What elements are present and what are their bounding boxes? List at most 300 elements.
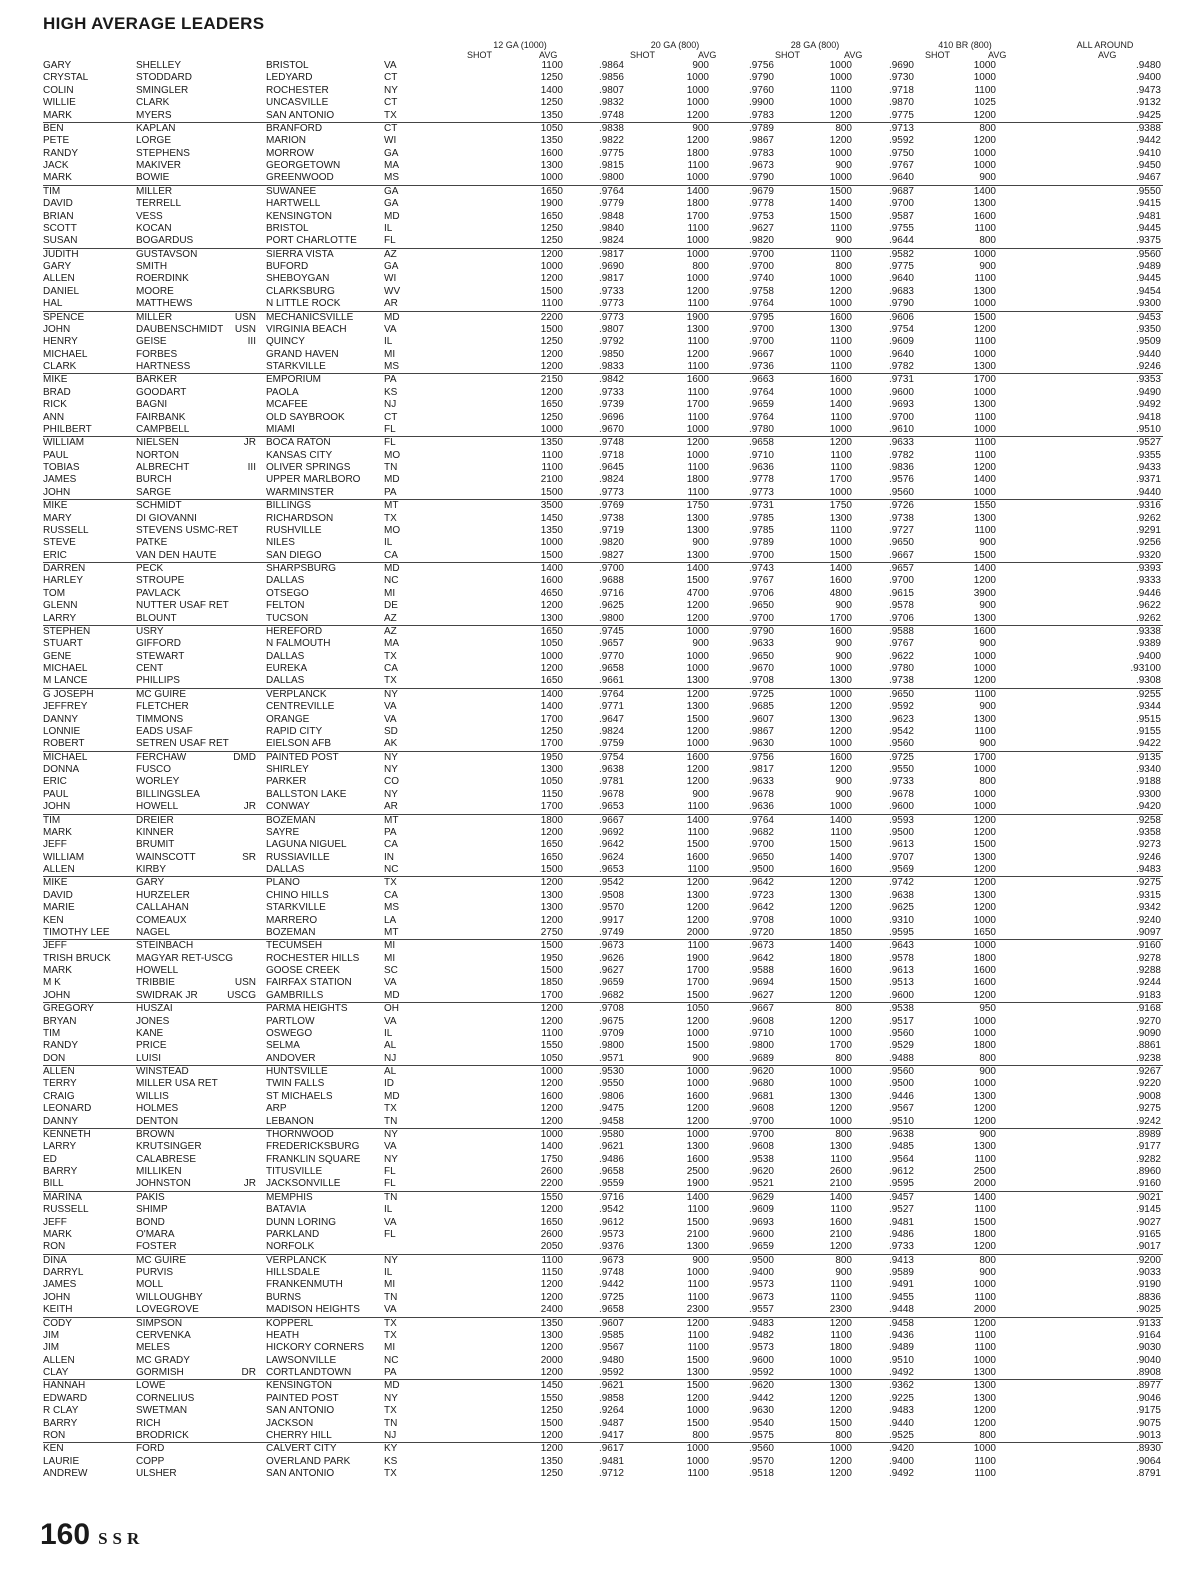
cell-12ga-shot: 1650	[540, 1216, 563, 1228]
cell-28ga-shot: 1300	[776, 675, 854, 688]
cell-410br-shot: 1500	[973, 839, 996, 851]
cell-city: BURNS	[266, 1291, 302, 1303]
last-name: SETREN USAF RET	[136, 738, 229, 750]
cell-28ga-avg: .9693	[888, 399, 914, 411]
cell-12ga-avg: .9848	[598, 210, 624, 222]
last-name: WILLIS	[136, 1090, 169, 1102]
cell-last-name	[136, 122, 266, 135]
cell-last-name	[136, 110, 266, 123]
cell-state: TX	[384, 877, 397, 889]
cell-20ga-avg: .9633	[748, 776, 774, 788]
cell-20ga-avg: .9678	[748, 788, 774, 800]
cell-28ga-shot: 1700	[829, 1040, 852, 1052]
cell-28ga-avg: .9638	[888, 889, 914, 901]
cell-last-name	[136, 801, 266, 814]
cell-28ga-shot: 1100	[830, 524, 852, 536]
table-row	[43, 726, 1163, 738]
table-row	[43, 437, 1163, 450]
cell-410br-avg: .9175	[1135, 1405, 1161, 1417]
cell-last-name	[136, 1204, 266, 1216]
last-name: SIMPSON	[136, 1317, 183, 1329]
cell-20ga-avg: .9658	[748, 437, 774, 449]
cell-spacer	[439, 1279, 479, 1291]
table-row	[43, 412, 1163, 424]
cell-12ga-avg: .9696	[598, 411, 624, 423]
cell-city: SHARPSBURG	[266, 563, 337, 574]
cell-city: CLARKSBURG	[266, 285, 335, 297]
cell-spacer	[439, 172, 479, 185]
table-row	[43, 298, 1163, 311]
cell-spacer	[439, 1229, 479, 1241]
magazine-name: SSR	[98, 1529, 145, 1548]
cell-12ga-shot: 1300	[540, 902, 563, 914]
cell-city: OTSEGO	[266, 587, 309, 599]
cell-state: WI	[384, 273, 397, 285]
last-name: FORD	[136, 1443, 165, 1455]
cell-spacer	[439, 1116, 479, 1129]
cell-12ga-shot: 1500	[540, 285, 563, 297]
last-name: CERVENKA	[136, 1329, 191, 1341]
cell-last-name	[136, 776, 266, 788]
cell-410br-avg: .9418	[1135, 411, 1161, 423]
cell-state: CO	[384, 776, 399, 788]
cell-410br-avg: .9242	[998, 1116, 1163, 1129]
table-row	[43, 336, 1163, 348]
cell-12ga-shot: 1200	[540, 600, 563, 612]
cell-city: ROCHESTER	[266, 84, 329, 96]
cell-city: FRANKLIN SQUARE	[266, 1153, 361, 1165]
cell-state: DE	[384, 600, 398, 612]
last-name: BARKER	[136, 374, 178, 386]
cell-28ga-avg: .9582	[888, 248, 914, 260]
cell-28ga-shot: 1400	[829, 563, 852, 574]
cell-12ga-avg: .9653	[565, 801, 626, 814]
header-410br-shot: SHOT	[925, 50, 951, 60]
cell-12ga-avg: .9770	[598, 650, 624, 662]
cell-first-name: LARRY	[43, 613, 136, 626]
cell-state: CA	[384, 839, 398, 851]
cell-spacer	[439, 1154, 479, 1166]
cell-state: MS	[384, 902, 399, 914]
cell-first-name: KEN	[43, 1443, 64, 1455]
cell-city: N LITTLE ROCK	[266, 298, 384, 311]
cell-28ga-shot: 2100	[776, 1178, 854, 1191]
cell-410br-avg: .9160	[998, 1178, 1163, 1191]
cell-28ga-avg: .9687	[888, 185, 914, 197]
cell-410br-avg: .9453	[1135, 311, 1161, 323]
cell-state: TX	[384, 1317, 397, 1329]
cell-20ga-shot: 1750	[686, 500, 709, 512]
cell-28ga-avg: .9713	[888, 122, 914, 134]
cell-410br-avg: .9075	[1135, 1417, 1161, 1429]
cell-12ga-shot: 1400	[540, 563, 563, 574]
cell-last-name	[136, 235, 266, 248]
header-all-around-avg: AVG	[1098, 50, 1117, 60]
cell-410br-avg: .9375	[998, 235, 1163, 248]
table-row	[43, 172, 1163, 185]
last-name: DI GIOVANNI	[136, 512, 197, 524]
cell-city: ANDOVER	[266, 1053, 384, 1066]
last-name: COMEAUX	[136, 914, 187, 926]
cell-410br-shot: 1000	[973, 248, 996, 260]
last-name: MILLER	[136, 185, 173, 197]
cell-12ga-avg: .9754	[598, 751, 624, 763]
cell-12ga-shot: 1200	[540, 663, 563, 674]
cell-20ga-avg: .9743	[748, 563, 774, 574]
cell-20ga-avg: .9706	[748, 587, 774, 599]
cell-28ga-avg: .9569	[854, 864, 916, 877]
cell-410br-avg: .9446	[1135, 587, 1161, 599]
cell-12ga-shot: 1000	[540, 1128, 563, 1140]
cell-12ga-avg: .9817	[598, 273, 624, 285]
last-name: NAGEL	[136, 926, 170, 938]
cell-12ga-avg: .9856	[598, 72, 624, 84]
cell-410br-shot: 1000	[973, 1027, 996, 1039]
table-row	[43, 789, 1163, 801]
cell-20ga-shot: 1600	[686, 374, 709, 386]
last-name: STEWART	[136, 650, 185, 662]
cell-20ga-avg: .9557	[711, 1304, 776, 1317]
table-row	[43, 1053, 1163, 1066]
cell-last-name	[136, 1217, 266, 1229]
cell-20ga-shot: 1100	[687, 386, 709, 398]
cell-28ga-avg: .9650	[888, 537, 914, 549]
cell-first-name: EDWARD	[43, 1392, 88, 1404]
cell-12ga-shot: 2600	[540, 1228, 563, 1240]
name-suffix: USN	[234, 977, 256, 989]
cell-410br-shot: 1200	[916, 1241, 998, 1254]
cell-spacer	[439, 1078, 479, 1090]
cell-first-name: DANNY	[43, 1116, 136, 1129]
cell-12ga-shot: 1200	[479, 1116, 565, 1129]
cell-spacer	[439, 852, 479, 864]
cell-20ga-avg: .9790	[748, 72, 774, 84]
last-name: SARGE	[136, 486, 172, 498]
cell-410br-avg: .9400	[1135, 650, 1161, 662]
cell-first-name: ROBERT	[43, 738, 136, 751]
cell-28ga-avg: .9483	[888, 1405, 914, 1417]
cell-20ga-avg: .9720	[711, 927, 776, 940]
cell-12ga-shot: 1350	[540, 1455, 563, 1467]
cell-first-name: KENNETH	[43, 1128, 91, 1140]
cell-20ga-shot: 900	[692, 60, 709, 71]
cell-410br-avg: .9481	[1135, 210, 1161, 222]
cell-city: BRISTOL	[266, 222, 309, 234]
cell-20ga-avg: .9573	[748, 1279, 774, 1291]
cell-12ga-shot: 1250	[540, 411, 563, 423]
cell-12ga-avg: .9487	[598, 1417, 624, 1429]
cell-28ga-avg: .9550	[888, 764, 914, 775]
cell-28ga-avg: .9420	[888, 1443, 914, 1455]
cell-last-name	[136, 600, 266, 612]
last-name: MC GRADY	[136, 1354, 190, 1366]
cell-20ga-shot: 1200	[686, 1103, 709, 1115]
last-name: KIRBY	[136, 864, 167, 875]
cell-spacer	[439, 474, 479, 486]
cell-12ga-shot: 1400	[540, 701, 563, 713]
cell-20ga-shot: 900	[692, 122, 709, 134]
cell-state: VA	[384, 60, 397, 71]
table-row	[43, 776, 1163, 788]
cell-20ga-shot: 1900	[686, 311, 709, 323]
last-name: MILLIKEN	[136, 1166, 182, 1177]
cell-12ga-shot: 3500	[540, 500, 563, 512]
cell-first-name: LEONARD	[43, 1103, 92, 1115]
cell-410br-avg: .9021	[1135, 1191, 1161, 1203]
cell-spacer	[439, 122, 479, 135]
cell-last-name	[136, 890, 266, 902]
name-suffix: USN	[234, 323, 256, 335]
cell-410br-shot: 1600	[973, 625, 996, 637]
cell-28ga-avg: .9738	[854, 675, 916, 688]
cell-12ga-shot: 2200	[540, 311, 563, 323]
cell-city: BATAVIA	[266, 1204, 307, 1216]
cell-state: MD	[384, 474, 400, 486]
cell-spacer	[439, 1191, 479, 1204]
cell-28ga-avg: .9836	[888, 462, 914, 473]
last-name: ROERDINK	[136, 273, 189, 285]
last-name: KRUTSINGER	[136, 1141, 202, 1153]
cell-12ga-shot: 1250	[540, 725, 563, 737]
cell-city: OLD SAYBROOK	[266, 411, 345, 423]
cell-20ga-shot: 1000	[686, 1128, 709, 1140]
cell-20ga-avg: .9867	[748, 725, 774, 737]
cell-28ga-avg: .9485	[888, 1141, 914, 1153]
cell-12ga-avg: .9824	[565, 235, 626, 248]
cell-20ga-avg: .9670	[748, 663, 774, 674]
table-row	[43, 1456, 1163, 1468]
cell-spacer	[439, 97, 479, 109]
cell-spacer	[439, 1028, 479, 1040]
cell-12ga-avg: .9748	[565, 110, 626, 123]
cell-city: GRAND HAVEN	[266, 348, 339, 360]
cell-spacer	[439, 361, 479, 374]
cell-410br-avg: .9030	[1135, 1342, 1161, 1354]
cell-20ga-shot: 1200	[686, 1392, 709, 1404]
cell-410br-shot: 800	[916, 235, 998, 248]
cell-20ga-shot: 1000	[686, 1066, 709, 1077]
cell-state: NC	[384, 575, 399, 587]
cell-state: TX	[384, 1405, 397, 1417]
cell-city: LEBANON	[266, 1116, 384, 1129]
cell-12ga-avg: .9673	[598, 1254, 624, 1266]
cell-28ga-avg: .9500	[888, 1078, 914, 1090]
cell-state: VA	[384, 1304, 439, 1317]
cell-first-name: ANDREW	[43, 1468, 88, 1479]
cell-410br-shot: 1300	[973, 713, 996, 725]
cell-410br-avg: .9097	[998, 927, 1163, 940]
cell-28ga-avg: .9310	[888, 914, 914, 926]
cell-410br-avg: .9240	[1135, 914, 1161, 926]
cell-12ga-shot: 1200	[540, 1003, 563, 1015]
cell-410br-avg: .9445	[1135, 273, 1161, 285]
last-name: CORNELIUS	[136, 1392, 195, 1404]
cell-20ga-avg: .9780	[711, 424, 776, 437]
cell-last-name	[136, 789, 266, 801]
cell-28ga-avg: .9700	[888, 411, 914, 423]
cell-20ga-avg: .9764	[748, 411, 774, 423]
cell-first-name: DARREN	[43, 563, 86, 574]
cell-city: SELMA	[266, 1040, 300, 1052]
cell-410br-shot: 1800	[973, 1228, 996, 1240]
last-name: HOLMES	[136, 1103, 179, 1115]
cell-last-name	[136, 814, 266, 827]
table-row	[43, 235, 1163, 248]
cell-410br-avg: .9622	[1135, 600, 1161, 612]
cell-28ga-avg: .9529	[888, 1040, 914, 1052]
cell-28ga-avg: .9527	[888, 1204, 914, 1216]
cell-410br-shot: 2000	[916, 1178, 998, 1191]
cell-20ga-shot: 1000	[686, 84, 709, 96]
cell-20ga-shot: 2300	[626, 1304, 711, 1317]
cell-410br-avg: .9489	[1135, 261, 1161, 272]
cell-12ga-shot: 1100	[541, 60, 563, 71]
table-row	[43, 1279, 1163, 1291]
cell-28ga-avg: .9567	[888, 1103, 914, 1115]
cell-first-name: JOHN	[43, 990, 136, 1003]
cell-last-name	[136, 1405, 266, 1417]
cell-20ga-shot: 1100	[687, 336, 709, 348]
cell-last-name	[136, 839, 266, 851]
cell-state: NJ	[384, 1430, 439, 1443]
cell-28ga-shot: 800	[835, 1003, 852, 1015]
cell-410br-shot: 1400	[973, 185, 996, 197]
cell-20ga-shot: 1200	[686, 1015, 709, 1027]
cell-first-name: DANIEL	[43, 285, 80, 297]
cell-12ga-avg: .9580	[598, 1128, 624, 1140]
cell-12ga-avg: .9759	[565, 738, 626, 751]
cell-410br-avg: .9288	[1135, 965, 1161, 976]
cell-state: NY	[384, 1254, 398, 1266]
name-suffix: USN	[234, 311, 256, 323]
cell-state: NJ	[384, 1053, 439, 1066]
cell-20ga-avg: .9630	[711, 738, 776, 751]
cell-20ga-avg: .9756	[748, 60, 774, 71]
cell-28ga-avg: .9733	[854, 1241, 916, 1254]
header-20ga: 20 GA (800)	[650, 40, 700, 50]
cell-spacer	[439, 336, 479, 348]
cell-20ga-shot: 1500	[686, 839, 709, 851]
cell-20ga-avg: .9693	[748, 1216, 774, 1228]
cell-last-name	[136, 500, 266, 513]
cell-last-name	[136, 1279, 266, 1291]
cell-28ga-avg: .9525	[854, 1430, 916, 1443]
cell-20ga-shot: 900	[692, 1254, 709, 1266]
cell-410br-avg: .9515	[1135, 713, 1161, 725]
cell-20ga-avg: .9700	[748, 839, 774, 851]
cell-28ga-avg: .9400	[888, 1455, 914, 1467]
cell-state: CT	[384, 411, 398, 423]
cell-28ga-shot: 1000	[829, 60, 852, 71]
last-name: TERRELL	[136, 198, 182, 210]
cell-last-name	[136, 563, 266, 576]
table-row	[43, 60, 1163, 72]
cell-first-name: PHILBERT	[43, 424, 136, 437]
cell-12ga-avg: .9642	[598, 839, 624, 851]
cell-first-name: MARK	[43, 110, 136, 123]
table-row	[43, 160, 1163, 172]
cell-last-name	[136, 1241, 266, 1254]
cell-410br-shot: 1000	[973, 60, 996, 71]
table-row	[43, 399, 1163, 411]
cell-20ga-avg: .9773	[711, 487, 776, 500]
last-name: BOND	[136, 1216, 165, 1228]
cell-28ga-shot: 1500	[776, 550, 854, 563]
cell-20ga-shot: 1500	[686, 1216, 709, 1228]
cell-state: MD	[384, 563, 400, 574]
cell-12ga-shot: 1050	[540, 776, 563, 788]
cell-first-name: JAMES	[43, 1279, 77, 1291]
cell-state: SC	[384, 965, 398, 976]
cell-410br-avg: .9275	[1135, 877, 1161, 889]
cell-city: DALLAS	[266, 675, 384, 688]
table-row	[43, 1229, 1163, 1241]
last-name: USRY	[136, 625, 164, 637]
cell-spacer	[439, 600, 479, 612]
cell-state: FL	[384, 235, 439, 248]
cell-28ga-avg: .9725	[888, 751, 914, 763]
cell-410br-avg: .9246	[1135, 851, 1161, 863]
cell-last-name	[136, 714, 266, 726]
cell-first-name: BARRY	[43, 1417, 78, 1429]
cell-28ga-shot: 1000	[829, 1027, 852, 1039]
cell-28ga-shot: 1000	[776, 172, 854, 185]
cell-410br-shot: 1000	[973, 160, 996, 171]
cell-spacer	[439, 424, 479, 437]
cell-20ga-shot: 1000	[686, 97, 709, 109]
cell-city: BRANFORD	[266, 122, 323, 134]
last-name: STEPHENS	[136, 147, 190, 159]
table-row	[43, 1141, 1163, 1153]
cell-20ga-shot: 1100	[687, 411, 709, 423]
cell-20ga-avg: .9760	[748, 84, 774, 96]
cell-spacer	[439, 513, 479, 525]
last-name: BRUMIT	[136, 839, 175, 851]
cell-spacer	[439, 965, 479, 977]
cell-12ga-avg: .9570	[598, 902, 624, 914]
last-name: STEINBACH	[136, 940, 194, 952]
cell-12ga-shot: 2400	[479, 1304, 565, 1317]
cell-first-name: SCOTT	[43, 222, 77, 234]
cell-28ga-shot: 900	[835, 1267, 852, 1278]
cell-first-name: LARRY	[43, 1141, 77, 1153]
cell-first-name: CODY	[43, 1317, 72, 1329]
last-name: MATTHEWS	[136, 298, 193, 310]
cell-spacer	[439, 235, 479, 248]
cell-20ga-shot: 1000	[686, 1267, 709, 1278]
cell-last-name	[136, 1103, 266, 1115]
cell-410br-avg: .9440	[998, 487, 1163, 500]
cell-410br-avg: .9183	[998, 990, 1163, 1003]
cell-20ga-avg: .9500	[748, 1254, 774, 1266]
cell-state: AZ	[384, 248, 397, 260]
cell-28ga-avg: .9623	[888, 713, 914, 725]
cell-12ga-shot: 1300	[540, 1329, 563, 1341]
cell-410br-shot: 1100	[974, 1329, 996, 1341]
cell-city: PARKER	[266, 776, 307, 788]
cell-20ga-avg: .9679	[748, 185, 774, 197]
cell-410br-avg: .8989	[1135, 1128, 1161, 1140]
cell-spacer	[439, 977, 479, 989]
cell-20ga-shot: 1700	[686, 977, 709, 989]
cell-city: GEORGETOWN	[266, 160, 341, 171]
cell-first-name: CLARK	[43, 361, 136, 374]
cell-12ga-avg: .9733	[598, 285, 624, 297]
cell-spacer	[439, 940, 479, 953]
cell-410br-avg: .9200	[1135, 1254, 1161, 1266]
cell-first-name: ALLEN	[43, 273, 75, 285]
cell-20ga-shot: 1600	[686, 1090, 709, 1102]
